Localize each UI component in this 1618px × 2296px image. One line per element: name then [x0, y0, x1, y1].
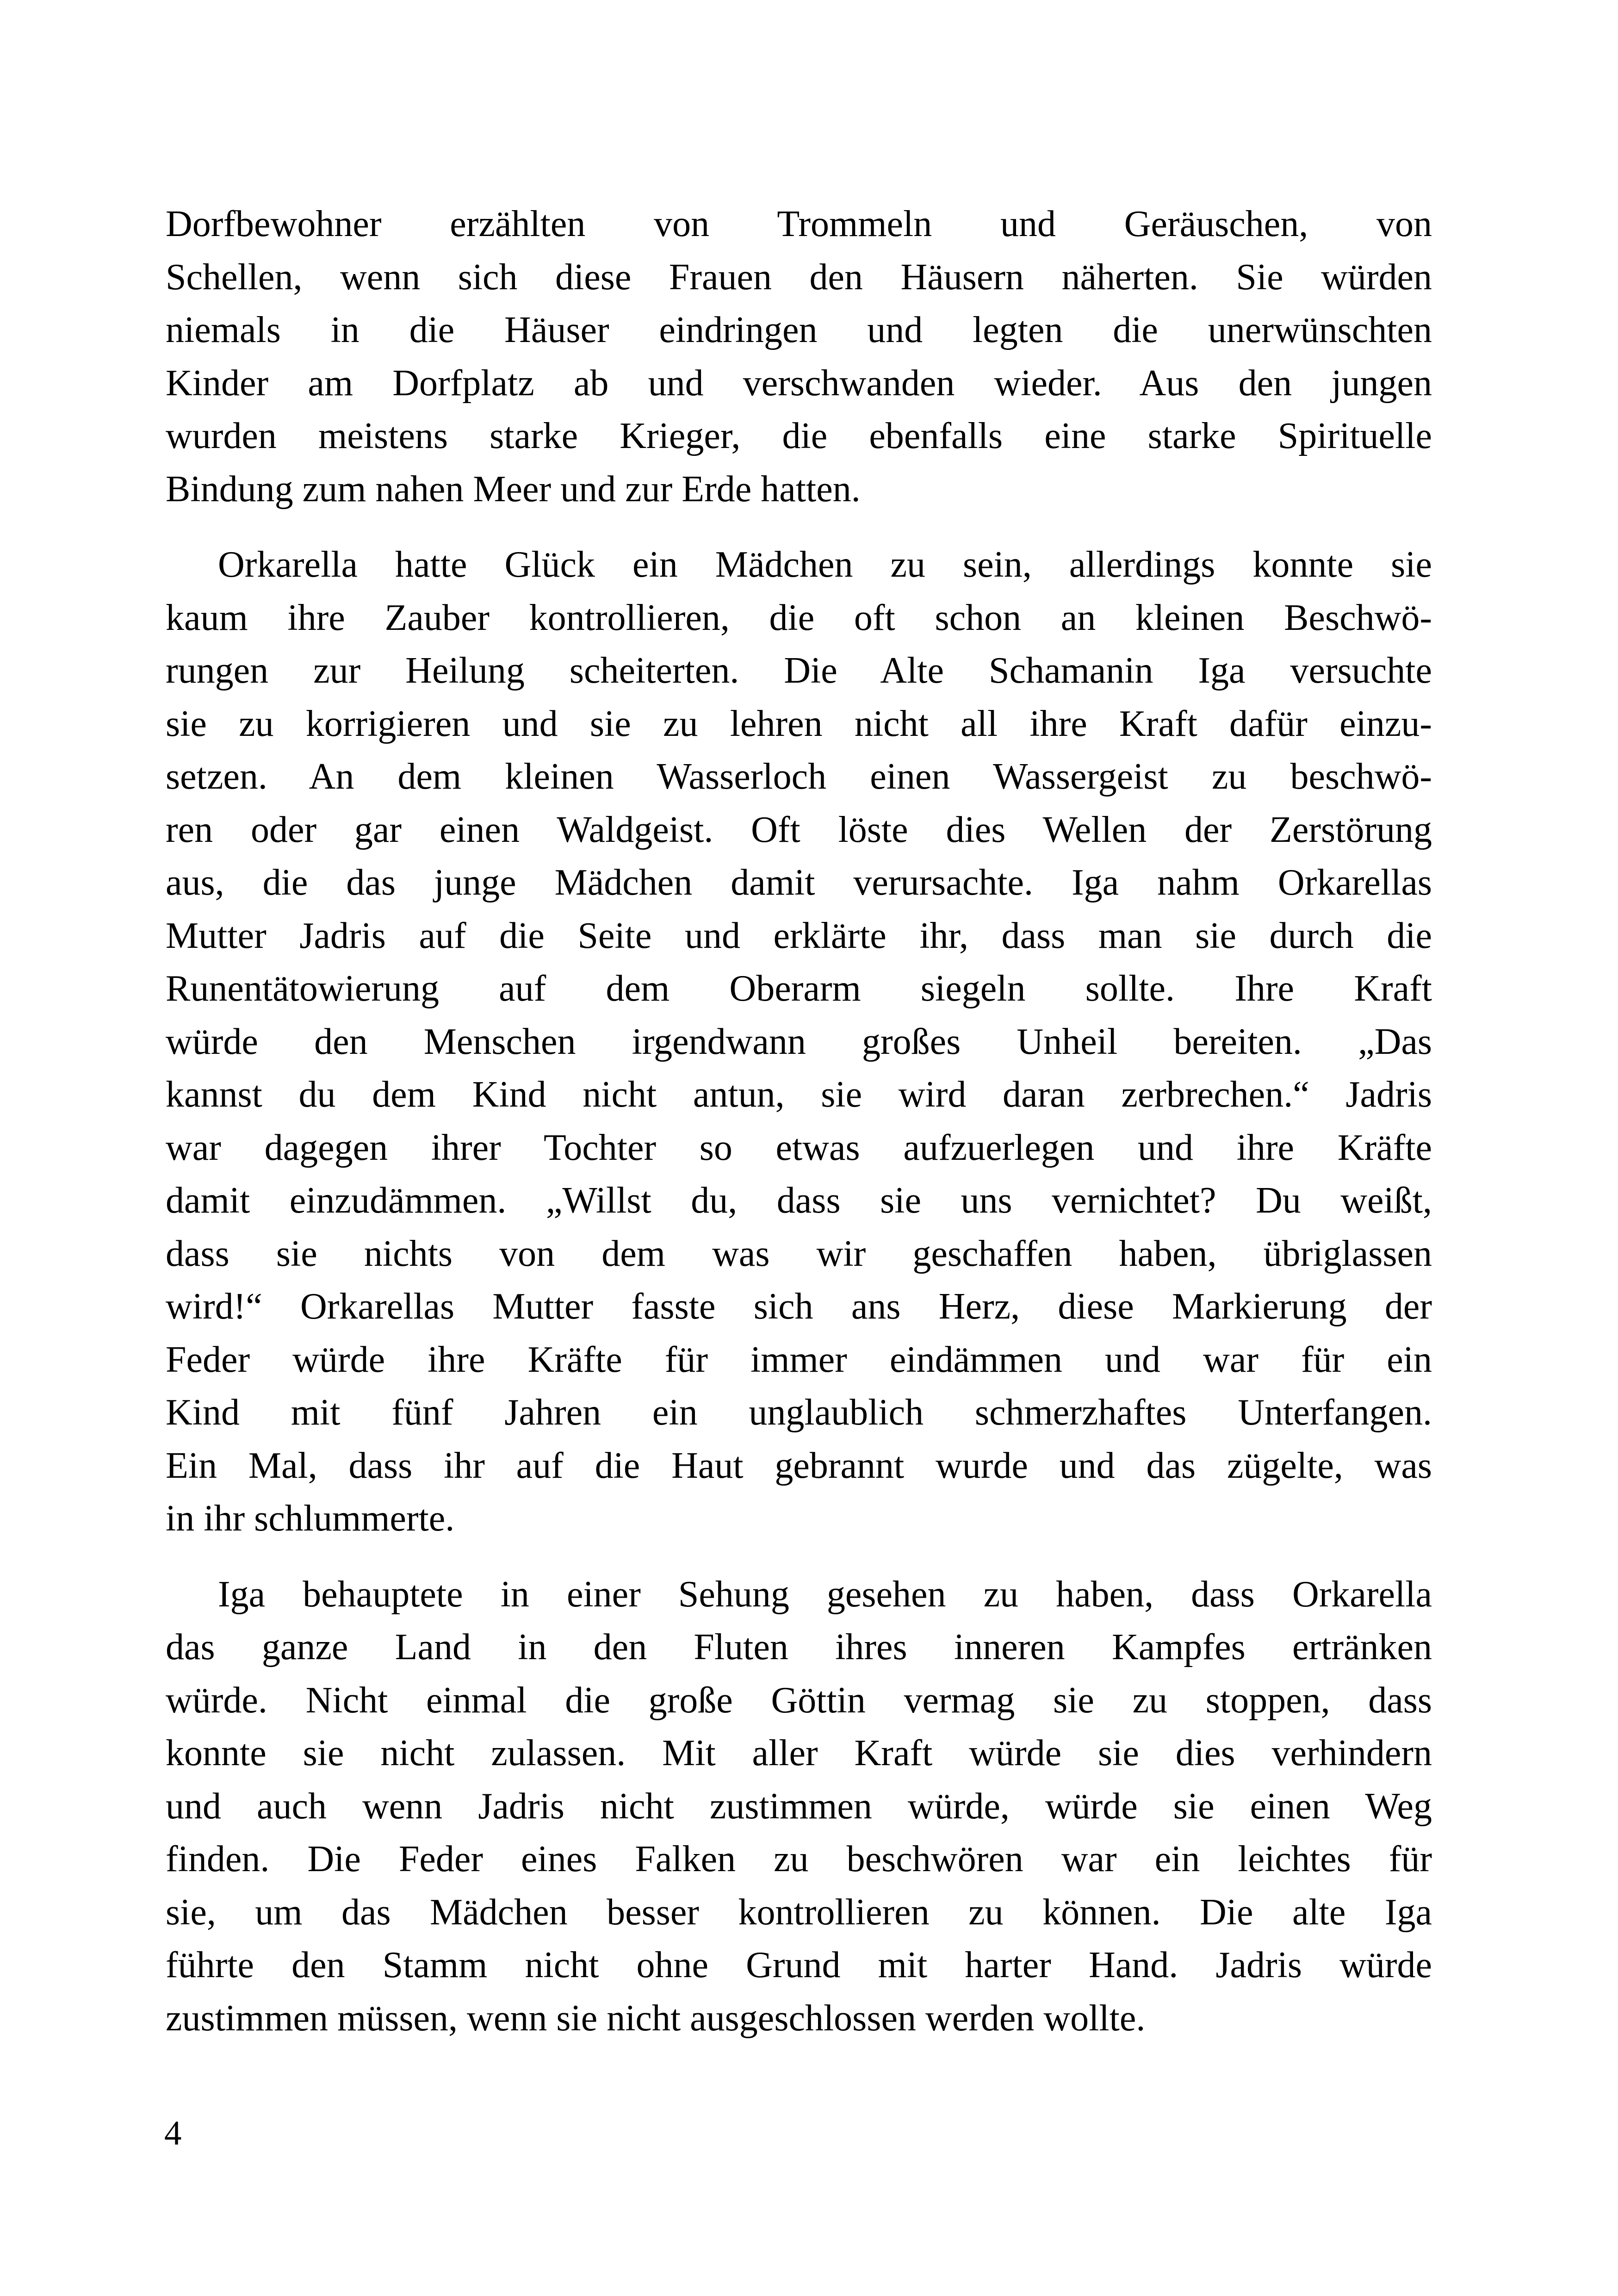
text-line: würde. Nicht einmal die große Göttin vermag sie zu stoppen, dass [166, 1680, 1432, 1721]
paragraph [166, 538, 1432, 1545]
text-line: Runentätowierung auf dem Oberarm siegeln sollte. Ihre Kraft [166, 968, 1432, 1009]
paragraph [166, 1568, 1432, 2045]
text-line: Orkarella hatte Glück ein Mädchen zu sein, allerdings konnte sie [218, 544, 1432, 585]
page-number: 4 [164, 2114, 182, 2153]
text-line: zustimmen müssen, wenn sie nicht ausgeschlossen werden wollte. [166, 1997, 1146, 2039]
text-line: Mutter Jadris auf die Seite und erklärte ihr, dass man sie durch die [166, 915, 1432, 956]
text-line: in ihr schlummerte. [166, 1498, 455, 1539]
text-line: war dagegen ihrer Tochter so etwas aufzuerlegen und ihre Kräfte [166, 1127, 1432, 1168]
text-line: kaum ihre Zauber kontrollieren, die oft schon an kleinen Beschwö- [166, 597, 1432, 638]
text-line: würde den Menschen irgendwann großes Unheil bereiten. „Das [166, 1021, 1432, 1062]
text-line: führte den Stamm nicht ohne Grund mit harter Hand. Jadris würde [166, 1945, 1432, 1985]
text-line: setzen. An dem kleinen Wasserloch einen Wassergeist zu beschwö- [166, 756, 1432, 797]
text-line: damit einzudämmen. „Willst du, dass sie uns vernichtet? Du weißt, [166, 1180, 1432, 1221]
text-line: Bindung zum nahen Meer und zur Erde hatten. [166, 468, 861, 510]
text-line: das ganze Land in den Fluten ihres inneren Kampfes ertränken [166, 1627, 1432, 1668]
text-line: sie zu korrigieren und sie zu lehren nicht all ihre Kraft dafür einzu- [166, 703, 1432, 744]
text-line: kannst du dem Kind nicht antun, sie wird daran zerbrechen.“ Jadris [166, 1074, 1432, 1115]
text-line: Dorfbewohner erzählten von Trommeln und Geräuschen, von [166, 204, 1432, 244]
text-line: niemals in die Häuser eindringen und legten die unerwünschten [166, 310, 1432, 350]
text-line: dass sie nichts von dem was wir geschaffen haben, übriglassen [166, 1233, 1432, 1274]
text-line: ren oder gar einen Waldgeist. Oft löste dies Wellen der Zerstörung [166, 809, 1432, 850]
text-line: konnte sie nicht zulassen. Mit aller Kraft würde sie dies verhindern [166, 1733, 1432, 1773]
text-line: und auch wenn Jadris nicht zustimmen würde, würde sie einen Weg [166, 1786, 1432, 1827]
text-line: aus, die das junge Mädchen damit verursachte. Iga nahm Orkarellas [166, 862, 1432, 903]
text-line: Kind mit fünf Jahren ein unglaublich schmerzhaftes Unterfangen. [166, 1392, 1432, 1433]
text-line: Ein Mal, dass ihr auf die Haut gebrannt wurde und das zügelte, was [166, 1445, 1432, 1486]
text-line: wurden meistens starke Krieger, die ebenfalls eine starke Spirituelle [166, 416, 1432, 456]
text-line: Iga behauptete in einer Sehung gesehen zu haben, dass Orkarella [218, 1574, 1432, 1615]
text-line: wird!“ Orkarellas Mutter fasste sich ans Herz, diese Markierung der [166, 1286, 1432, 1327]
text-line: Feder würde ihre Kräfte für immer eindämmen und war für ein [166, 1339, 1432, 1380]
text-block [166, 198, 1432, 2045]
text-line: sie, um das Mädchen besser kontrollieren zu können. Die alte Iga [166, 1892, 1432, 1933]
text-line: Schellen, wenn sich diese Frauen den Häusern näherten. Sie würden [166, 256, 1432, 298]
text-line: finden. Die Feder eines Falken zu beschwören war ein leichtes für [166, 1839, 1432, 1879]
paragraph [166, 198, 1432, 516]
text-line: Kinder am Dorfplatz ab und verschwanden wieder. Aus den jungen [166, 362, 1432, 404]
text-line: rungen zur Heilung scheiterten. Die Alte Schamanin Iga versuchte [166, 650, 1432, 691]
